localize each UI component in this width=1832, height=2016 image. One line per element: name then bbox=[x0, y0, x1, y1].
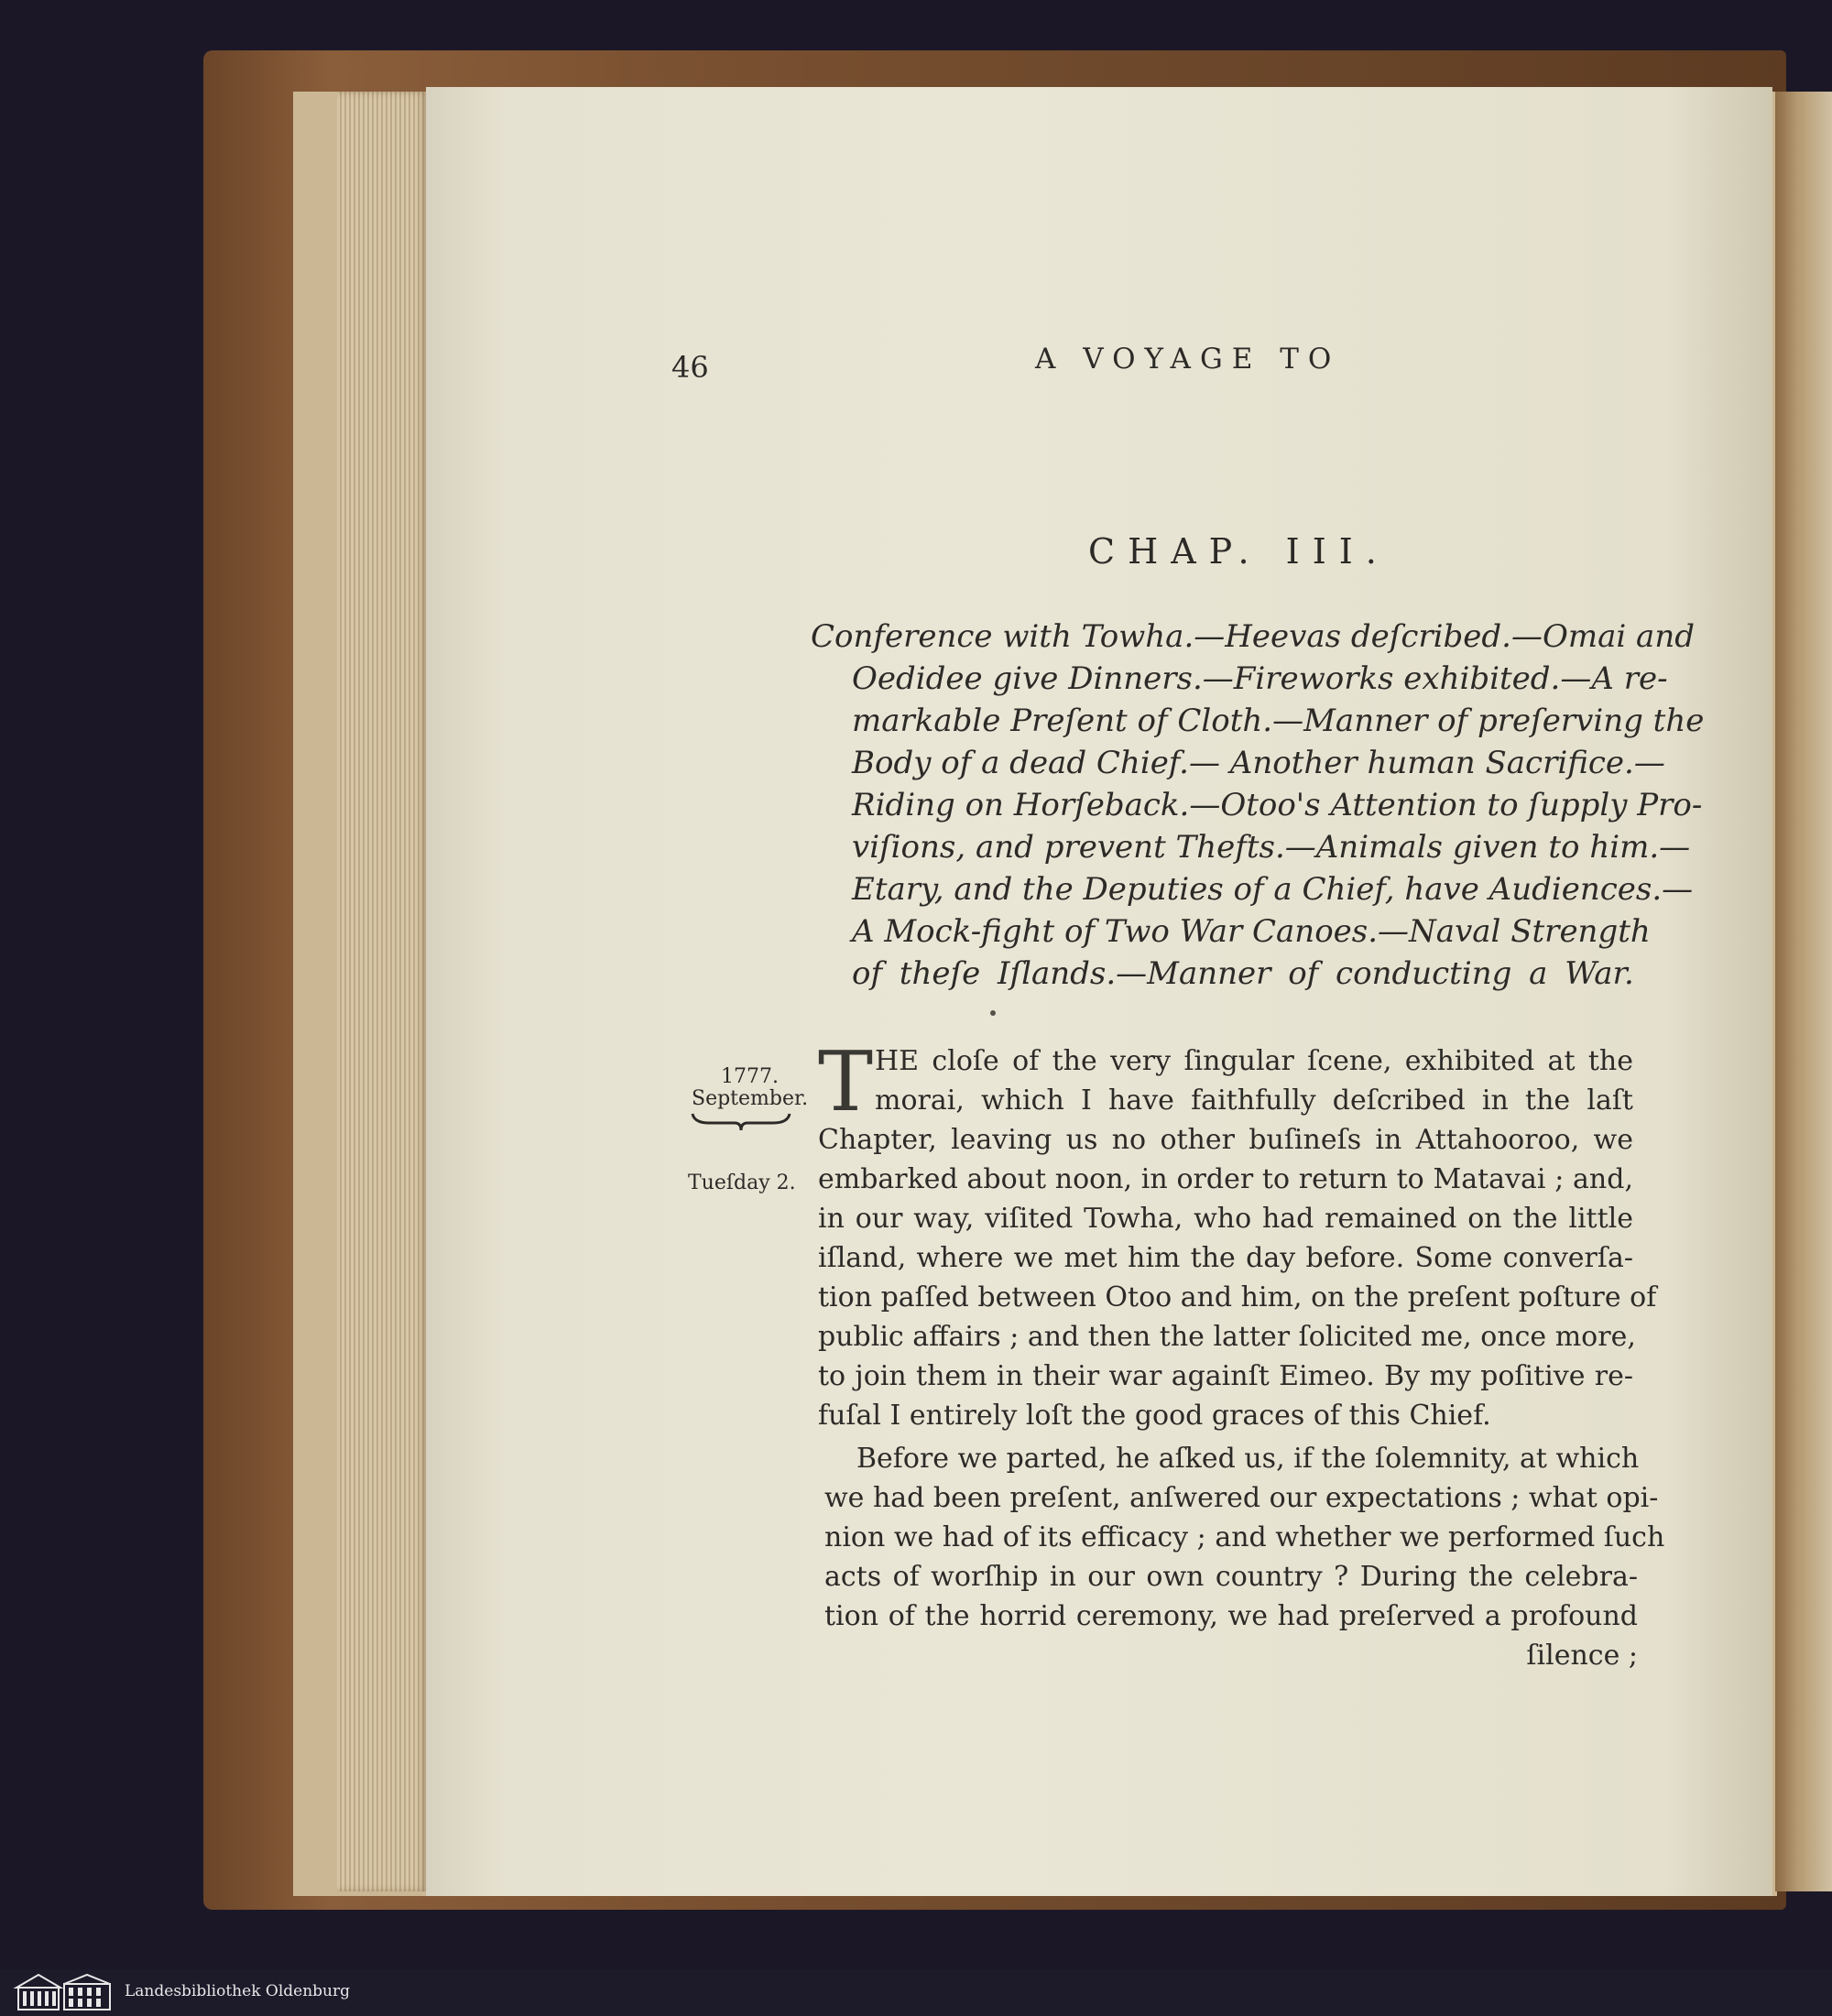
margin-note-month: September. bbox=[692, 1087, 809, 1110]
margin-note-year: 1777. bbox=[721, 1065, 779, 1088]
body-line: public affairs ; and then the latter ſolicited me, once more, bbox=[818, 1321, 1636, 1353]
body-line: acts of worſhip in our own country ? During the celebra- bbox=[824, 1561, 1638, 1593]
running-head: A VOYAGE TO bbox=[1035, 343, 1341, 376]
chapter-title: CHAP. III. bbox=[1088, 531, 1390, 572]
footer-label: Landesbibliothek Oldenburg bbox=[125, 1982, 351, 2000]
ornament-dot bbox=[990, 1010, 996, 1016]
summary-line: Conference with Towha.—Heevas deſcribed.—Omai and bbox=[811, 618, 1695, 655]
body-line: we had been preſent, anſwered our expectations ; what opi- bbox=[824, 1482, 1659, 1514]
margin-note-day: Tueſday 2. bbox=[688, 1171, 796, 1194]
body-line: fuſal I entirely loſt the good graces of this Chief. bbox=[818, 1400, 1491, 1432]
summary-line: viſions, and prevent Thefts.—Animals given to him.— bbox=[852, 829, 1691, 866]
summary-line: Oedidee give Dinners.—Fireworks exhibited.—A re- bbox=[852, 660, 1668, 697]
body-line: HE cloſe of the very ſingular ſcene, exhibited at the bbox=[875, 1045, 1633, 1077]
facing-page-edge bbox=[1775, 92, 1832, 1891]
body-line: iſland, where we met him the day before. Some converſa- bbox=[818, 1242, 1633, 1274]
body-line: Chapter, leaving us no other buſineſs in Attahooroo, we bbox=[818, 1124, 1633, 1156]
drop-cap: T bbox=[818, 1034, 874, 1130]
body-line: Before we parted, he aſked us, if the ſolemnity, at which bbox=[856, 1443, 1640, 1475]
body-line: in our way, viſited Towha, who had remained on the little bbox=[818, 1203, 1633, 1235]
summary-line: of theſe Iſlands.—Manner of conducting a War. bbox=[852, 955, 1634, 992]
body-line: nion we had of its efficacy ; and whether we performed ſuch bbox=[824, 1521, 1665, 1553]
page-number: 46 bbox=[671, 350, 709, 385]
summary-line: Body of a dead Chief.— Another human Sacrifice.— bbox=[852, 745, 1665, 781]
page-edges bbox=[337, 92, 429, 1891]
chapter-summary bbox=[811, 618, 1705, 1003]
library-building-icon bbox=[13, 1971, 115, 2013]
catchword: ſilence ; bbox=[1526, 1640, 1638, 1672]
body-line: morai, which I have faithfully deſcribed in the laſt bbox=[875, 1084, 1633, 1117]
summary-line: Etary, and the Deputies of a Chief, have Audiences.— bbox=[852, 871, 1694, 908]
body-line: embarked about noon, in order to return to Matavai ; and, bbox=[818, 1163, 1633, 1195]
summary-line: Riding on Horſeback.—Otoo's Attention to ſupply Pro- bbox=[852, 787, 1703, 823]
summary-line: A Mock-fight of Two War Canoes.—Naval Strength bbox=[852, 913, 1651, 950]
body-line: tion paſſed between Otoo and him, on the preſent poſture of bbox=[818, 1281, 1657, 1313]
brace-icon bbox=[691, 1112, 791, 1132]
body-line: to join them in their war againſt Eimeo. By my poſitive re- bbox=[818, 1360, 1633, 1392]
body-line: tion of the horrid ceremony, we had preſerved a profound bbox=[824, 1600, 1638, 1632]
summary-line: markable Preſent of Cloth.—Manner of preſerving the bbox=[852, 703, 1705, 739]
